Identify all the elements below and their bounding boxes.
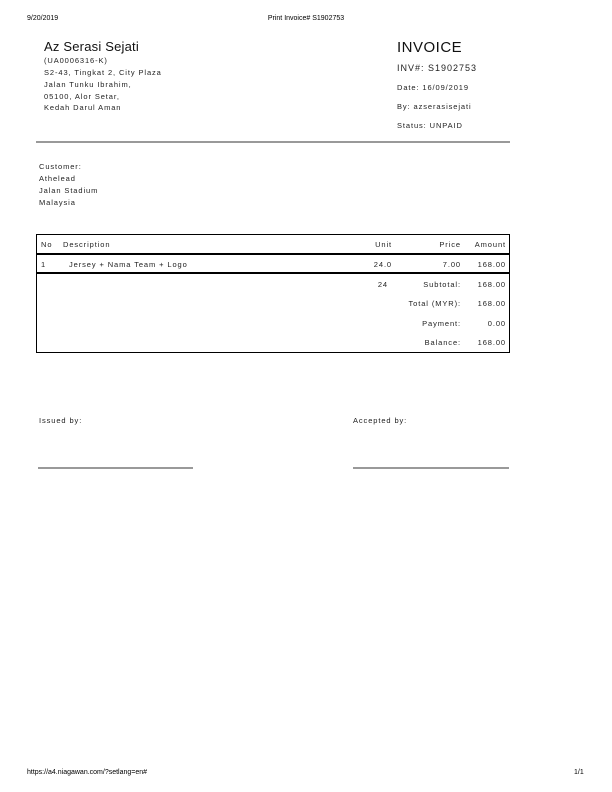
column-header-description: Description: [63, 240, 111, 249]
row-amount: 168.00: [477, 260, 506, 269]
row-price: 7.00: [442, 260, 461, 269]
row-description: Jersey + Nama Team + Logo: [69, 260, 188, 269]
invoice-by: By: azserasisejati: [397, 102, 472, 111]
customer-label: Customer:: [39, 162, 82, 171]
company-name: Az Serasi Sejati: [44, 39, 139, 54]
total-value: 168.00: [477, 299, 506, 308]
table-row-divider: [36, 272, 510, 274]
print-url: https://a4.niagawan.com/?setlang=en#: [27, 769, 148, 776]
items-table: [36, 234, 510, 353]
total-units: 24: [377, 280, 388, 289]
header-divider: [36, 141, 510, 143]
invoice-date: Date: 16/09/2019: [397, 83, 469, 92]
column-header-price: Price: [439, 240, 461, 249]
payment-value: 0.00: [487, 319, 506, 328]
column-header-unit: Unit: [375, 240, 392, 249]
print-page-number: 1/1: [574, 769, 584, 776]
company-registration: (UA0006316-K): [44, 56, 108, 65]
accepted-by-label: Accepted by:: [353, 416, 408, 425]
invoice-status: Status: UNPAID: [397, 121, 463, 130]
row-unit: 24.0: [373, 260, 392, 269]
column-header-no: No: [41, 240, 53, 249]
balance-label: Balance:: [424, 338, 461, 347]
customer-country: Malaysia: [39, 198, 76, 207]
customer-address-line: Jalan Stadium: [39, 186, 99, 195]
company-address-line: Kedah Darul Aman: [44, 103, 122, 112]
row-no: 1: [41, 260, 47, 269]
accepted-by-signature-line: [353, 467, 509, 469]
table-header-divider: [36, 253, 510, 255]
invoice-number: INV#: S1902753: [397, 63, 478, 73]
subtotal-value: 168.00: [477, 280, 506, 289]
subtotal-label: Subtotal:: [423, 280, 461, 289]
column-header-amount: Amount: [474, 240, 506, 249]
total-label: Total (MYR):: [408, 299, 461, 308]
company-address-line: 05100, Alor Setar,: [44, 92, 120, 101]
issued-by-label: Issued by:: [39, 416, 83, 425]
print-date: 9/20/2019: [27, 15, 59, 22]
payment-label: Payment:: [422, 319, 461, 328]
company-address-line: S2-43, Tingkat 2, City Plaza: [44, 68, 162, 77]
issued-by-signature-line: [38, 467, 193, 469]
customer-name: Athelead: [39, 174, 76, 183]
invoice-heading: INVOICE: [397, 39, 463, 56]
balance-value: 168.00: [477, 338, 506, 347]
company-address-line: Jalan Tunku Ibrahim,: [44, 80, 132, 89]
print-title: Print Invoice# S1902753: [267, 15, 345, 22]
